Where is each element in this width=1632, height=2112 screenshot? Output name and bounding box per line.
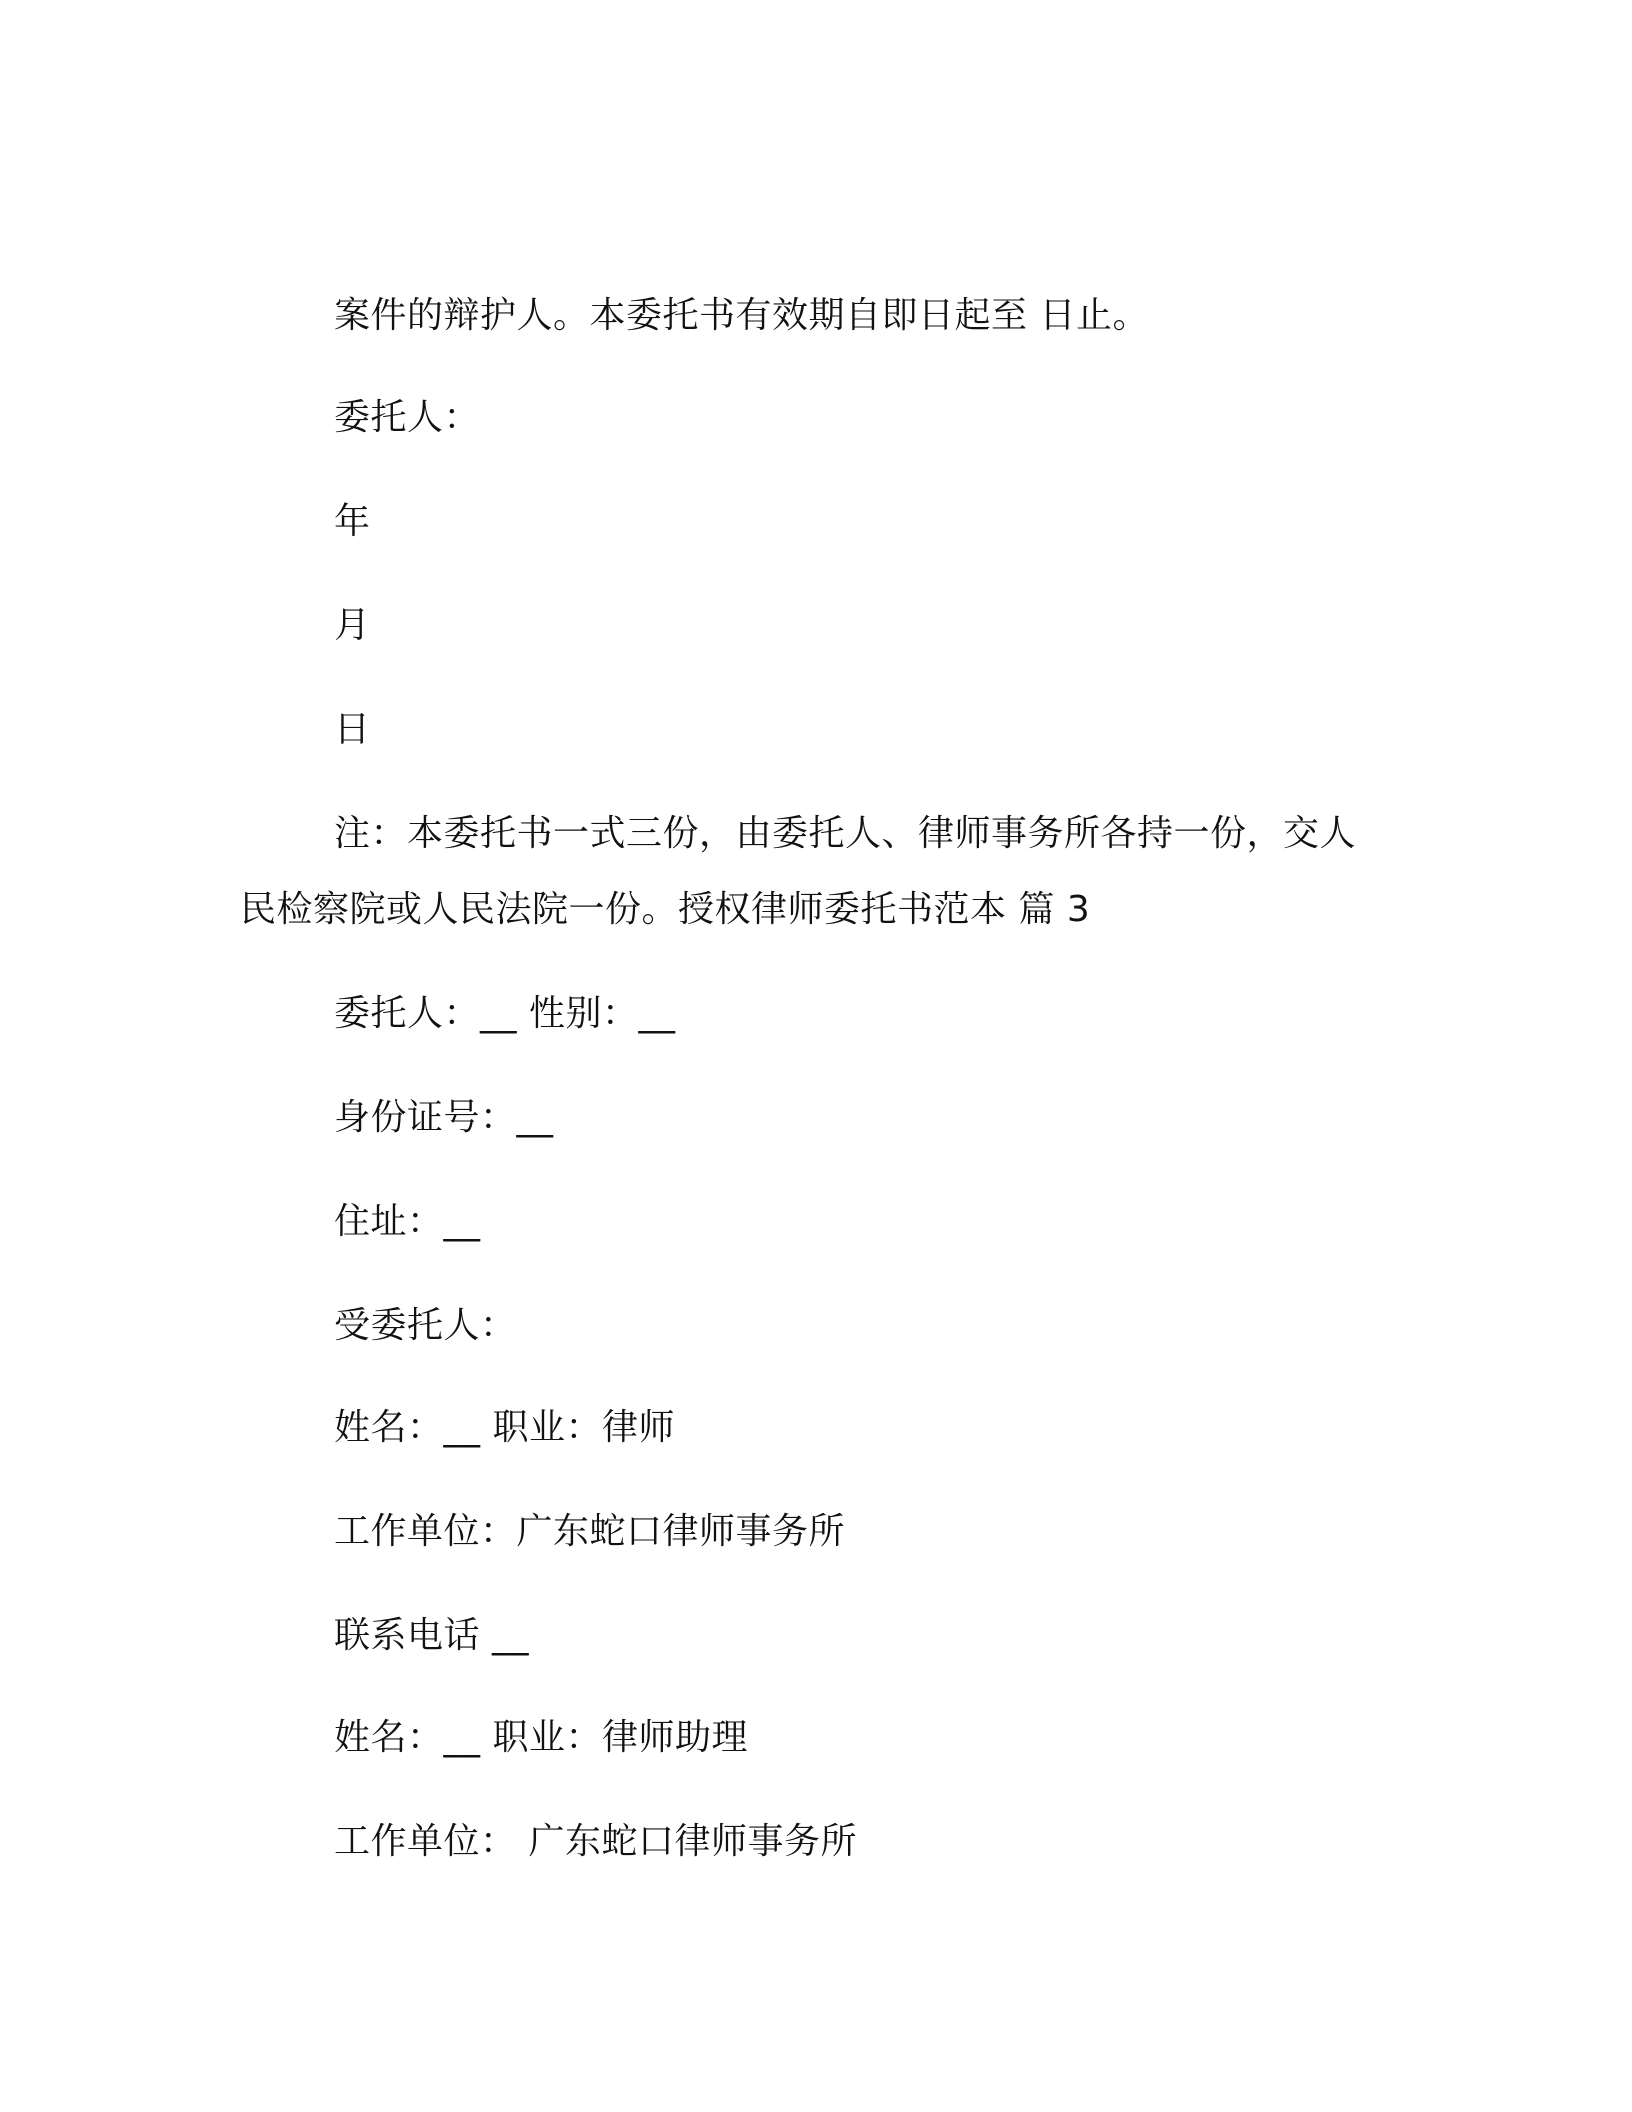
client-gender-line: 委托人：__ 性别：__	[334, 993, 676, 1034]
day-label: 日	[334, 709, 371, 750]
note-paragraph: 注：本委托书一式三份，由委托人、律师事务所各持一份，交人民检察院或人民法院一份。授权律师委托书范本 篇 3	[240, 813, 1357, 930]
paragraph-validity: 案件的辩护人。本委托书有效期自即日起至 日止。	[334, 295, 1149, 336]
assistant-workplace-line: 工作单位： 广东蛇口律师事务所	[334, 1821, 857, 1862]
phone-line: 联系电话 __	[334, 1615, 529, 1656]
id-number-line: 身份证号：__	[334, 1097, 554, 1138]
address-line: 住址：__	[334, 1201, 481, 1242]
workplace-line: 工作单位：广东蛇口律师事务所	[334, 1511, 846, 1552]
trustee-label: 受委托人：	[334, 1305, 517, 1346]
year-label: 年	[334, 501, 371, 542]
assistant-name-line: 姓名：__ 职业：律师助理	[334, 1717, 748, 1758]
month-label: 月	[334, 605, 371, 646]
client-label: 委托人：	[334, 397, 481, 438]
lawyer-name-line: 姓名：__ 职业：律师	[334, 1407, 675, 1448]
